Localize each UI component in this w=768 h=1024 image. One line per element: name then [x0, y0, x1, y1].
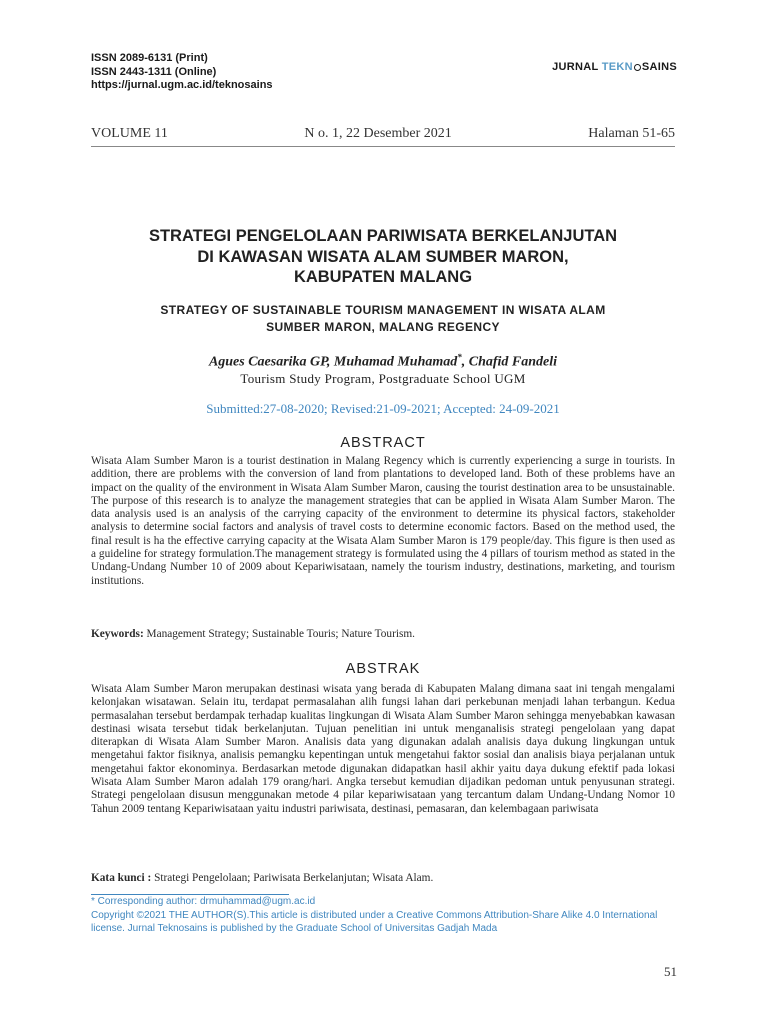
journal-url[interactable]: https://jurnal.ugm.ac.id/teknosains: [91, 79, 273, 91]
paper-subtitle: [91, 302, 675, 336]
journal-logo-suffix: SAINS: [641, 61, 677, 73]
title-line: STRATEGI PENGELOLAAN PARIWISATA BERKELANJUTAN: [148, 227, 618, 245]
title-line: DI KAWASAN WISATA ALAM SUMBER MARON,: [197, 247, 569, 266]
corresponding-mark: *: [457, 352, 462, 362]
journal-logo-prefix: JURNAL: [552, 61, 602, 73]
copyright-notice: Copyright ©2021 THE AUTHOR(S).This article is distributed under a Creative Commons Attribution-Share Alike 4.0 International license. Jurnal Teknosains is published by the Graduate School of Universitas Gadjah Mada: [91, 910, 658, 934]
page-number: 51: [664, 964, 677, 979]
submission-dates: Submitted:27-08-2020; Revised:21-09-2021; Accepted: 24-09-2021: [206, 401, 560, 416]
title-line: KABUPATEN MALANG: [293, 268, 473, 286]
volume-line: [91, 126, 675, 142]
journal-logo-tek: TEKN: [601, 61, 633, 73]
kata-kunci-label: Kata kunci :: [91, 872, 152, 884]
subtitle-line: STRATEGY OF SUSTAINABLE TOURISM MANAGEMENT IN WISATA ALAM: [160, 303, 606, 317]
abstrak-text: Wisata Alam Sumber Maron merupakan destinasi wisata yang berada di Kabupaten Malang dimana saat ini tengah mengalami kelonjakan wisatawan. Selain itu, terdapat permasalahan alih fungsi lahan dari perkebunan menjadi lahan terbangun. Kedua permasalahan tersebut berdampak terhadap kualitas lingkungan di Wisata Alam Sumber Maron sehingga menyebabkan kawasan destinasi wisata tersebut tidak berkelanjutan. Tujuan penelitian ini untuk menganalisis strategi pengelolaan yang dapat diterapkan di Wisata Alam Sumber Maron. Analisis data yang digunakan adalah analisis daya dukung lingkungan untuk mengetahui faktor fisiknya, analisis pemangku kepentingan untuk mengetahui faktor sosial dan analisis biaya perjalanan untuk mengetahui faktor ekonominya. Berdasarkan metode digunakan didapatkan hasil akhir yaitu daya dukung efektif pada lokasi Wisata Alam Sumber Maron adalah 179 orang/hari. Angka tersebut kemudian dijadikan pedoman untuk penyusunan strategi. Strategi pengelolaan disusun menggunakan metode 4 pilar kepariwisataan yang tercantum dalam Undang-Undang Nomor 10 Tahun 2009 tentang Kepariwisataan yaitu industri pariwisata, destinasi, pemasaran, dan kelembagaan pariwisata: [91, 683, 675, 815]
issn-online: ISSN 2443-1311 (Online): [91, 65, 217, 78]
footnote-divider: [91, 894, 289, 895]
issn-block: [91, 52, 273, 93]
abstract-text: Wisata Alam Sumber Maron is a tourist destination in Malang Regency which is currently experiencing a surge in tourists. In addition, there are problems with the conversion of land from plantations to developed land. Both of these problems have an impact on the quality of the environment in Wisata Alam Sumber Maron, causing the tourist destination area to be unsustainable. The purpose of this research is to analyze the management strategies that can be applied in Wisata Alam Sumber Maron. The data analysis used is an analysis of the carrying capacity of the environment to determine its physical factors, stakeholder analysis to determine social factors and analysis of travel costs to determine economic factors. Based on the method used, the final result is ha the effective carrying capacity at the Wisata Alam Sumber Maron is 179 people/day. This figure is then used as a guideline for strategy formulation.The management strategy is formulated using the 4 pillars of tourism method as stated in the Undang-Undang Number 10 of 2009 about Kepariwisataan, namely the tourism industry, destinations, marketing, and tourism institutions.: [91, 455, 675, 587]
authors-before: Agues Caesarika GP, Muhamad Muhamad: [208, 354, 458, 370]
issn-print: ISSN 2089-6131 (Print): [91, 52, 208, 64]
abstract-keywords: [91, 628, 675, 640]
affiliation: Tourism Study Program, Postgraduate School UGM: [240, 371, 526, 386]
header-divider: [91, 146, 675, 147]
volume-number: VOLUME 11: [91, 126, 168, 141]
author-list: [91, 352, 675, 371]
issue-date: N o. 1, 22 Desember 2021: [304, 126, 452, 141]
abstract-heading: ABSTRACT: [340, 435, 426, 451]
kata-kunci-value: Strategi Pengelolaan; Pariwisata Berkelanjutan; Wisata Alam.: [151, 872, 434, 884]
corresponding-author[interactable]: * Corresponding author: drmuhammad@ugm.ac.id: [91, 896, 316, 907]
paper-title: [91, 226, 675, 288]
abstrak-keywords: [91, 872, 675, 884]
abstrak-heading: ABSTRAK: [345, 661, 421, 677]
gear-icon: [634, 64, 641, 71]
authors-after: , Chafid Fandeli: [461, 354, 558, 370]
page-range: Halaman 51-65: [588, 126, 675, 141]
subtitle-line: SUMBER MARON, MALANG REGENCY: [266, 320, 500, 334]
journal-logo: [552, 61, 677, 73]
keywords-value: Management Strategy; Sustainable Touris; Nature Tourism.: [143, 628, 415, 640]
keywords-label: Keywords:: [91, 628, 144, 640]
